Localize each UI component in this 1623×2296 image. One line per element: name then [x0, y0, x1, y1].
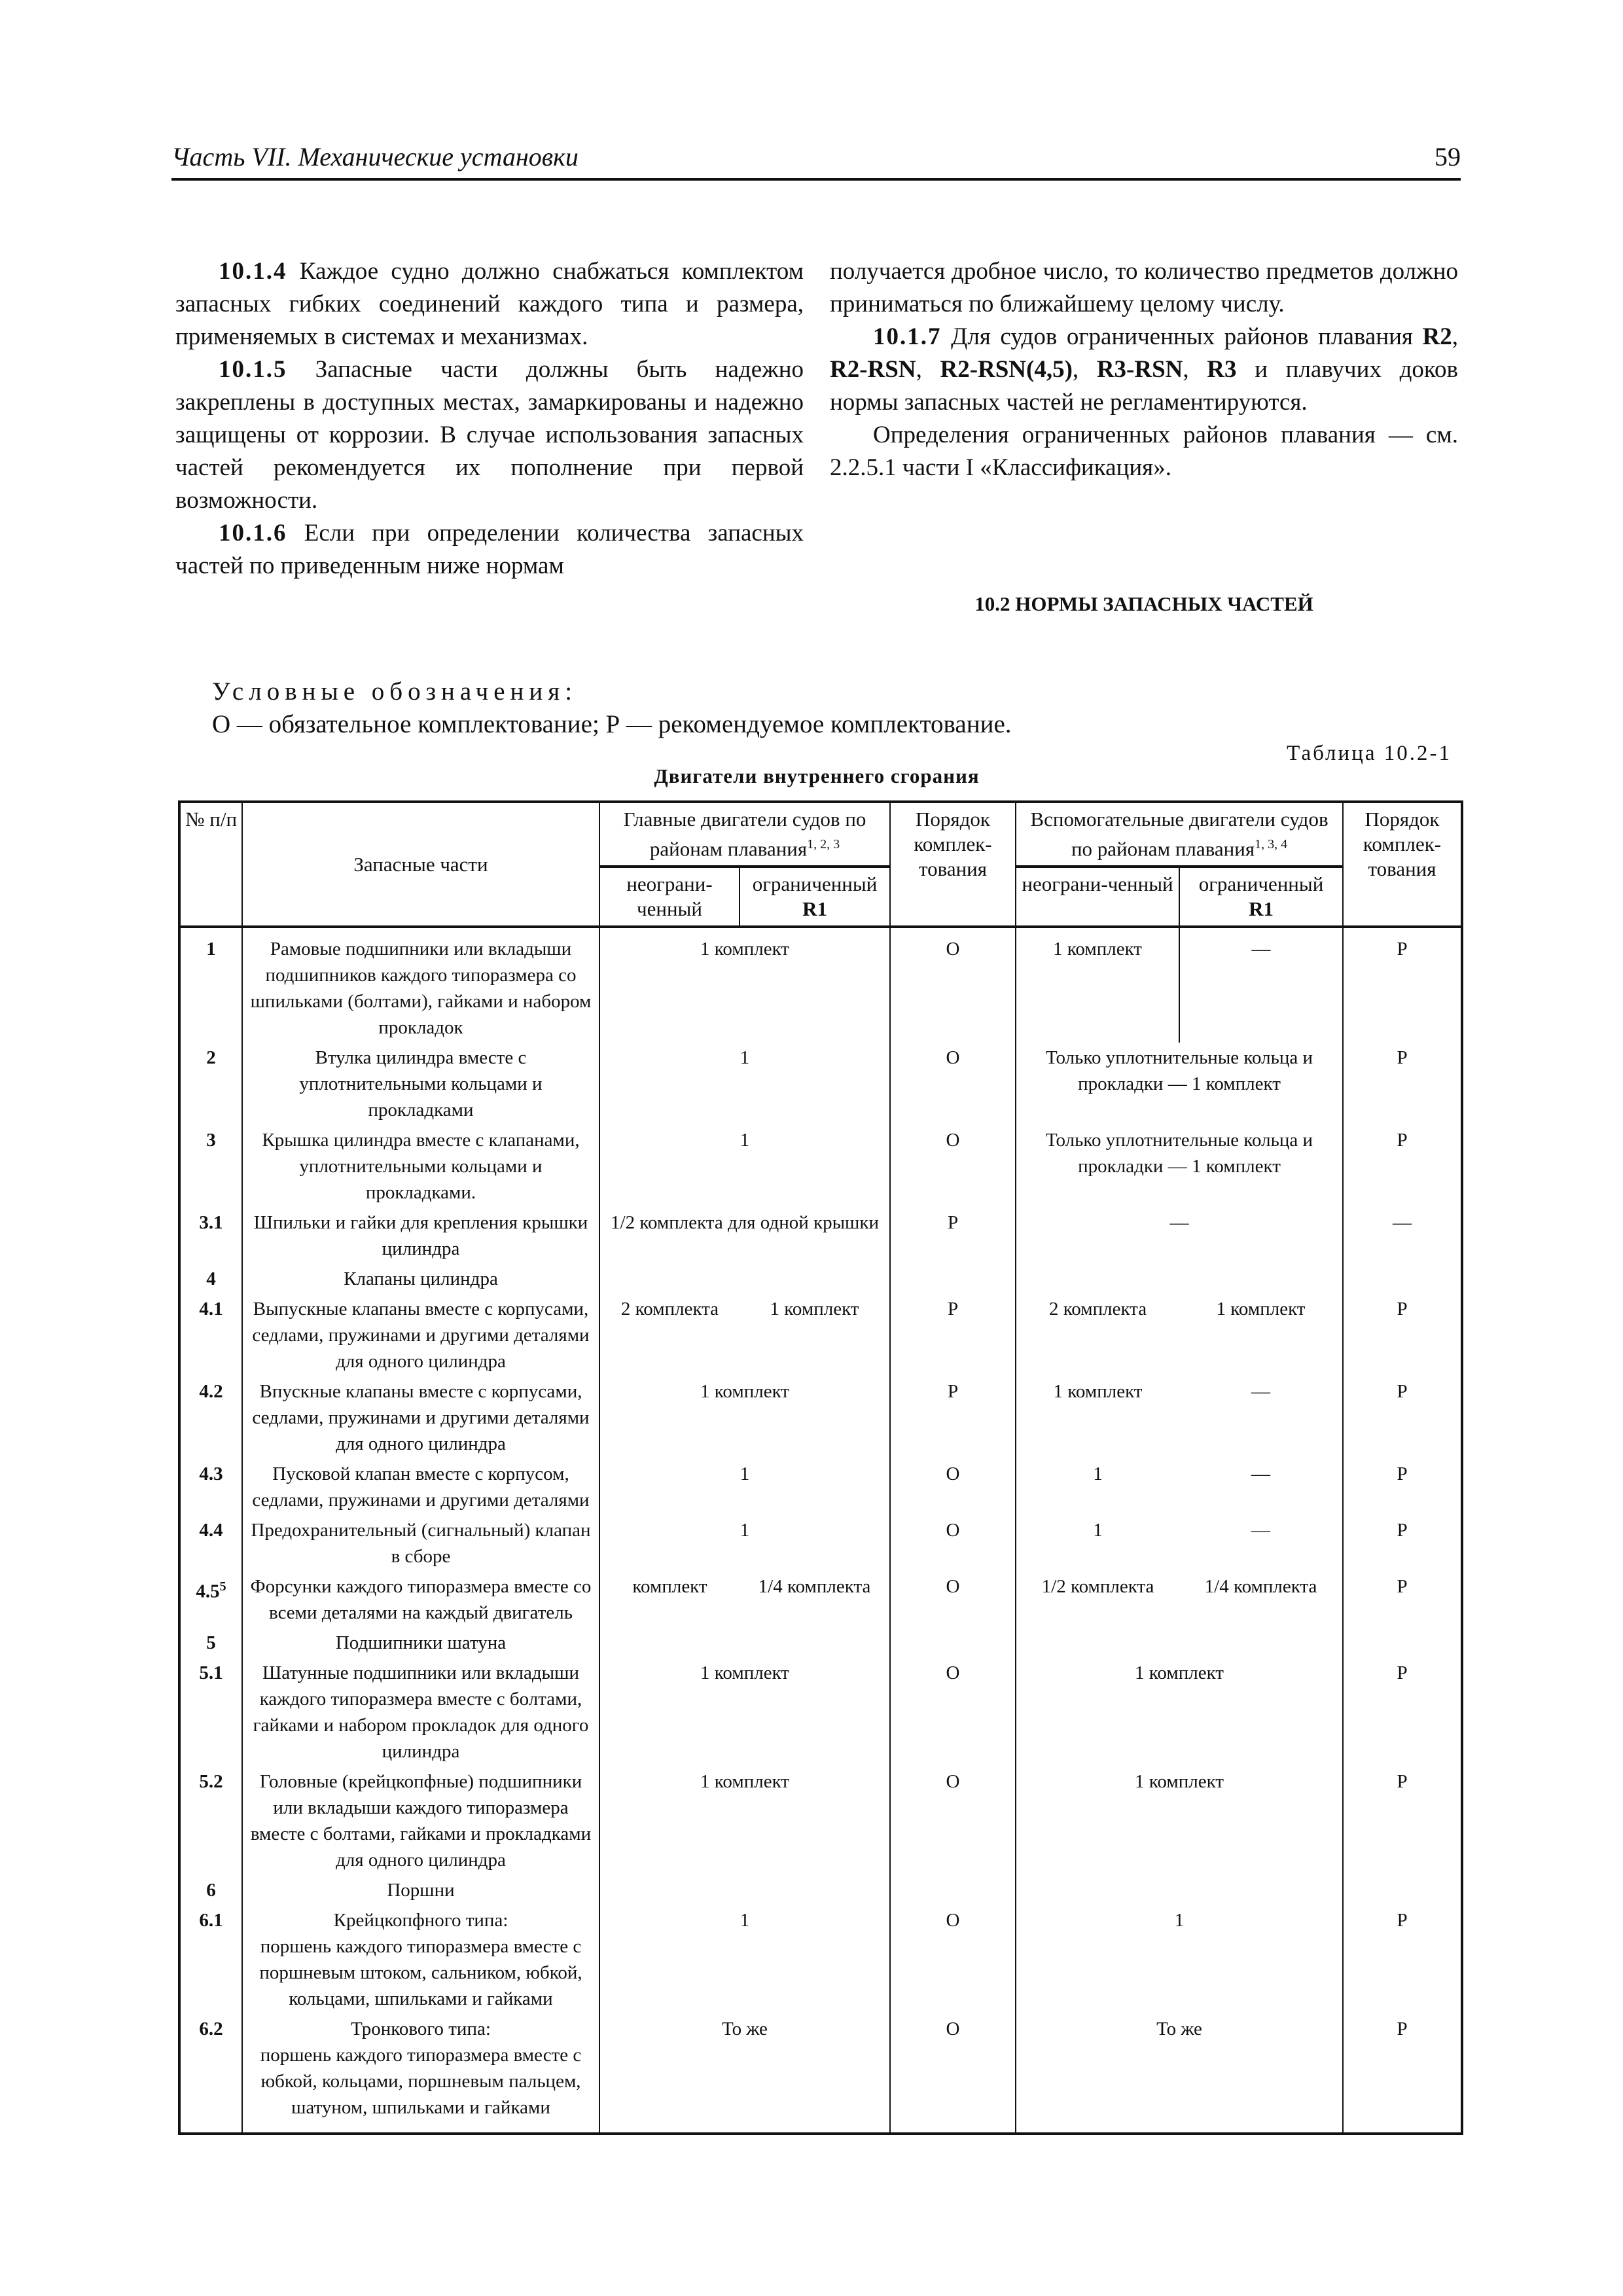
order-main: О	[890, 927, 1016, 1043]
row-number: 6.2	[179, 2014, 242, 2134]
main-qty: То же	[599, 2014, 890, 2134]
aux-qty: 1	[1016, 1905, 1343, 2014]
paragraph-10-1-4	[175, 255, 804, 353]
clause-number: 10.1.6	[219, 520, 287, 547]
aux-qty: 1 комплект	[1016, 1767, 1343, 1875]
main-limited-qty: 1/4 комплекта	[740, 1571, 890, 1628]
table-row	[179, 1767, 1462, 1875]
empty-cell	[1343, 1875, 1462, 1905]
table-row	[179, 1376, 1462, 1459]
table-row	[179, 1264, 1462, 1294]
order-main: Р	[890, 1294, 1016, 1376]
aux-qty: То же	[1016, 2014, 1343, 2134]
part-name	[242, 2014, 599, 2134]
aux-unlimited-qty: 1/2 комплекта	[1016, 1571, 1179, 1628]
page-header-title: Часть VII. Механические установки	[171, 142, 579, 171]
main-qty: 1	[599, 1905, 890, 2014]
empty-cell	[890, 1875, 1016, 1905]
row-number: 4.2	[179, 1376, 242, 1459]
header-aux-limited	[1179, 867, 1343, 927]
region-code: R3-RSN	[1096, 356, 1183, 383]
part-name: Рамовые подшипники или вкладыши подшипников каждого типоразмера со шпильками (болтами), гайками и набором прокладок	[242, 927, 599, 1043]
separator: ,	[1183, 356, 1189, 383]
clause-text: получается дробное число, то количество предметов должно приниматься по ближайшему целому числу.	[830, 258, 1458, 317]
header-r1: R1	[1249, 897, 1274, 921]
paragraph-definitions	[830, 419, 1458, 484]
order-aux: Р	[1343, 1658, 1462, 1767]
row-number: 5.1	[179, 1658, 242, 1767]
paragraph-10-1-6	[175, 517, 804, 583]
table-caption: Двигатели внутреннего сгорания	[654, 764, 980, 787]
table-row	[179, 1459, 1462, 1515]
order-main: О	[890, 1658, 1016, 1767]
aux-qty: Только уплотнительные кольца и прокладки — 1 комплект	[1016, 1125, 1343, 1208]
table-row	[179, 1125, 1462, 1208]
order-main: О	[890, 1125, 1016, 1208]
part-name: Подшипники шатуна	[242, 1628, 599, 1658]
section-title: 10.2 НОРМЫ ЗАПАСНЫХ ЧАСТЕЙ	[974, 592, 1313, 615]
empty-cell	[1016, 1264, 1343, 1294]
row-number: 4.1	[179, 1294, 242, 1376]
header-main-engines	[599, 802, 890, 867]
part-description: поршень каждого типоразмера вместе с юбкой, кольцами, поршневым пальцем, шатуном, шпильками и гайками	[260, 2045, 582, 2119]
separator: ,	[1452, 323, 1459, 350]
order-main: О	[890, 1043, 1016, 1125]
aux-unlimited-qty: 1	[1016, 1515, 1179, 1571]
empty-cell	[890, 1264, 1016, 1294]
main-qty: 1	[599, 1459, 890, 1515]
aux-unlimited-qty: 2 комплекта	[1016, 1294, 1179, 1376]
main-unlimited-qty: 2 комплекта	[599, 1294, 740, 1376]
table-row	[179, 1515, 1462, 1571]
legend-text: О — обязательное комплектование; Р — рекомендуемое комплектование.	[212, 710, 1012, 738]
row-number: 6	[179, 1875, 242, 1905]
clause-number: 10.1.4	[219, 258, 287, 285]
part-name: Крышка цилиндра вместе с клапанами, уплотнительными кольцами и прокладками.	[242, 1125, 599, 1208]
header-parts: Запасные части	[242, 802, 599, 927]
part-name: Пусковой клапан вместе с корпусом, седлами, пружинами и другими деталями	[242, 1459, 599, 1515]
clause-number: 10.1.7	[873, 323, 942, 350]
order-main: О	[890, 1459, 1016, 1515]
part-type: Крейцкопфного типа:	[333, 1910, 508, 1931]
order-aux: —	[1343, 1208, 1462, 1264]
row-number: 1	[179, 927, 242, 1043]
aux-qty: —	[1016, 1208, 1343, 1264]
paragraph-10-1-7	[830, 321, 1458, 419]
order-aux: Р	[1343, 1905, 1462, 2014]
table-row	[179, 1628, 1462, 1658]
header-r1: R1	[802, 897, 827, 921]
header-main-limited	[740, 867, 890, 927]
main-qty: 1	[599, 1043, 890, 1125]
order-main: Р	[890, 1208, 1016, 1264]
right-column	[830, 255, 1458, 484]
table-row	[179, 927, 1462, 1043]
main-qty: 1 комплект	[599, 1376, 890, 1459]
header-main-unlimited: неограни-ченный	[599, 867, 740, 927]
order-main: О	[890, 1905, 1016, 2014]
footnote-ref: 5	[219, 1579, 226, 1594]
part-name: Выпускные клапаны вместе с корпусами, седлами, пружинами и другими деталями для одного цилиндра	[242, 1294, 599, 1376]
row-number: 4	[179, 1264, 242, 1294]
main-qty: 1 комплект	[599, 927, 890, 1043]
aux-qty: Только уплотнительные кольца и прокладки — 1 комплект	[1016, 1043, 1343, 1125]
part-name: Головные (крейцкопфные) подшипники или вкладыши каждого типоразмера вместе с болтами, гайками и прокладками для одного цилиндра	[242, 1767, 599, 1875]
legend-title: Условные обозначения:	[212, 677, 578, 706]
aux-unlimited-qty: 1 комплект	[1016, 1376, 1179, 1459]
header-order-1: Порядок комплек-тования	[890, 802, 1016, 927]
aux-limited-qty: —	[1179, 1459, 1343, 1515]
order-aux: Р	[1343, 927, 1462, 1043]
aux-unlimited-qty: 1 комплект	[1016, 927, 1179, 1043]
order-aux: Р	[1343, 1376, 1462, 1459]
part-name: Впускные клапаны вместе с корпусами, седлами, пружинами и другими деталями для одного цилиндра	[242, 1376, 599, 1459]
table-row	[179, 1875, 1462, 1905]
clause-text: Определения ограниченных районов плавания — см. 2.2.5.1 части I «Классификация».	[830, 422, 1458, 481]
order-aux: Р	[1343, 1571, 1462, 1628]
row-number	[179, 1571, 242, 1628]
part-name: Предохранительный (сигнальный) клапан в сборе	[242, 1515, 599, 1571]
part-type: Тронкового типа:	[351, 2018, 491, 2040]
clause-text: Каждое судно должно снабжаться комплектом запасных гибких соединений каждого типа и размера, применяемых в системах и механизмах.	[175, 258, 804, 350]
spare-parts-table	[178, 800, 1463, 2135]
header-main-text: Главные двигатели судов по районам плавания	[623, 808, 866, 861]
empty-cell	[1343, 1264, 1462, 1294]
part-name: Клапаны цилиндра	[242, 1264, 599, 1294]
row-number: 5	[179, 1628, 242, 1658]
header-num: № п/п	[179, 802, 242, 927]
table-row	[179, 1905, 1462, 2014]
order-main: Р	[890, 1376, 1016, 1459]
main-limited-qty: 1 комплект	[740, 1294, 890, 1376]
aux-limited-qty: 1/4 комплекта	[1179, 1571, 1343, 1628]
part-name	[242, 1905, 599, 2014]
legend	[212, 675, 1012, 741]
footnote-ref: 1, 3, 4	[1255, 837, 1288, 852]
header-limited-text: ограниченный	[1198, 872, 1324, 896]
page-number: 59	[1435, 142, 1461, 171]
part-name: Поршни	[242, 1875, 599, 1905]
empty-cell	[1016, 1628, 1343, 1658]
part-name: Шатунные подшипники или вкладыши каждого типоразмера вместе с болтами, гайками и набором прокладок для одного цилиндра	[242, 1658, 599, 1767]
order-aux: Р	[1343, 1294, 1462, 1376]
row-number: 2	[179, 1043, 242, 1125]
region-code: R2-RSN	[830, 356, 916, 383]
table-label: Таблица 10.2-1	[1287, 742, 1452, 765]
order-main: О	[890, 1571, 1016, 1628]
main-qty: 1	[599, 1515, 890, 1571]
aux-limited-qty: 1 комплект	[1179, 1294, 1343, 1376]
clause-text: Для судов ограниченных районов плавания	[951, 323, 1413, 350]
separator: ,	[916, 356, 922, 383]
empty-cell	[890, 1628, 1016, 1658]
aux-limited-qty: —	[1179, 927, 1343, 1043]
header-aux-text: Вспомогательные двигатели судов по районам плавания	[1030, 808, 1329, 861]
part-name: Втулка цилиндра вместе с уплотнительными кольцами и прокладками	[242, 1043, 599, 1125]
row-number: 4.3	[179, 1459, 242, 1515]
aux-unlimited-qty: 1	[1016, 1459, 1179, 1515]
region-code: R2-RSN(4,5)	[940, 356, 1073, 383]
part-description: поршень каждого типоразмера вместе с поршневым штоком, сальником, юбкой, кольцами, шпильками и гайками	[259, 1936, 582, 2010]
header-order-2: Порядок комплек-тования	[1343, 802, 1462, 927]
part-name: Шпильки и гайки для крепления крышки цилиндра	[242, 1208, 599, 1264]
order-aux: Р	[1343, 1767, 1462, 1875]
empty-cell	[1343, 1628, 1462, 1658]
paragraph-10-1-5	[175, 353, 804, 517]
table-row	[179, 2014, 1462, 2134]
header-rule	[171, 178, 1461, 181]
main-unlimited-qty: комплект	[599, 1571, 740, 1628]
main-qty: 1/2 комплекта для одной крышки	[599, 1208, 890, 1264]
paragraph-continuation	[830, 255, 1458, 321]
table-row	[179, 1571, 1462, 1628]
order-aux: Р	[1343, 1515, 1462, 1571]
row-number-text: 4.5	[196, 1581, 220, 1602]
aux-limited-qty: —	[1179, 1515, 1343, 1571]
main-qty: 1 комплект	[599, 1658, 890, 1767]
aux-qty: 1 комплект	[1016, 1658, 1343, 1767]
main-qty: 1	[599, 1125, 890, 1208]
aux-limited-qty: —	[1179, 1376, 1343, 1459]
order-main: О	[890, 1515, 1016, 1571]
clause-number: 10.1.5	[219, 356, 287, 383]
region-code: R2	[1422, 323, 1452, 350]
order-aux: Р	[1343, 2014, 1462, 2134]
table-row	[179, 1294, 1462, 1376]
header-limited-text: ограниченный	[752, 872, 878, 896]
order-aux: Р	[1343, 1043, 1462, 1125]
part-name: Форсунки каждого типоразмера вместе со всеми деталями на каждый двигатель	[242, 1571, 599, 1628]
clause-text: Если при определении количества запасных частей по приведенным ниже нормам	[175, 520, 804, 579]
header-aux-engines	[1016, 802, 1343, 867]
table-row	[179, 1208, 1462, 1264]
table-row	[179, 1658, 1462, 1767]
main-qty: 1 комплект	[599, 1767, 890, 1875]
order-main: О	[890, 1767, 1016, 1875]
row-number: 3.1	[179, 1208, 242, 1264]
row-number: 5.2	[179, 1767, 242, 1875]
order-aux: Р	[1343, 1125, 1462, 1208]
row-number: 6.1	[179, 1905, 242, 2014]
empty-cell	[599, 1264, 890, 1294]
region-code: R3	[1207, 356, 1237, 383]
footnote-ref: 1, 2, 3	[807, 837, 840, 852]
order-aux: Р	[1343, 1459, 1462, 1515]
left-column	[175, 255, 804, 583]
row-number: 3	[179, 1125, 242, 1208]
order-main: О	[890, 2014, 1016, 2134]
header-aux-unlimited: неограни-ченный	[1016, 867, 1179, 927]
clause-text: Запасные части должны быть надежно закреплены в доступных местах, замаркированы и надежно защищены от коррозии. В случае использования запасных частей рекомендуется их пополнение при первой возможности.	[175, 356, 804, 514]
table-row	[179, 1043, 1462, 1125]
clause-text: и плавучих доков нормы запасных частей не регламентируются.	[830, 356, 1458, 416]
empty-cell	[599, 1628, 890, 1658]
empty-cell	[1016, 1875, 1343, 1905]
row-number: 4.4	[179, 1515, 242, 1571]
empty-cell	[599, 1875, 890, 1905]
separator: ,	[1072, 356, 1079, 383]
